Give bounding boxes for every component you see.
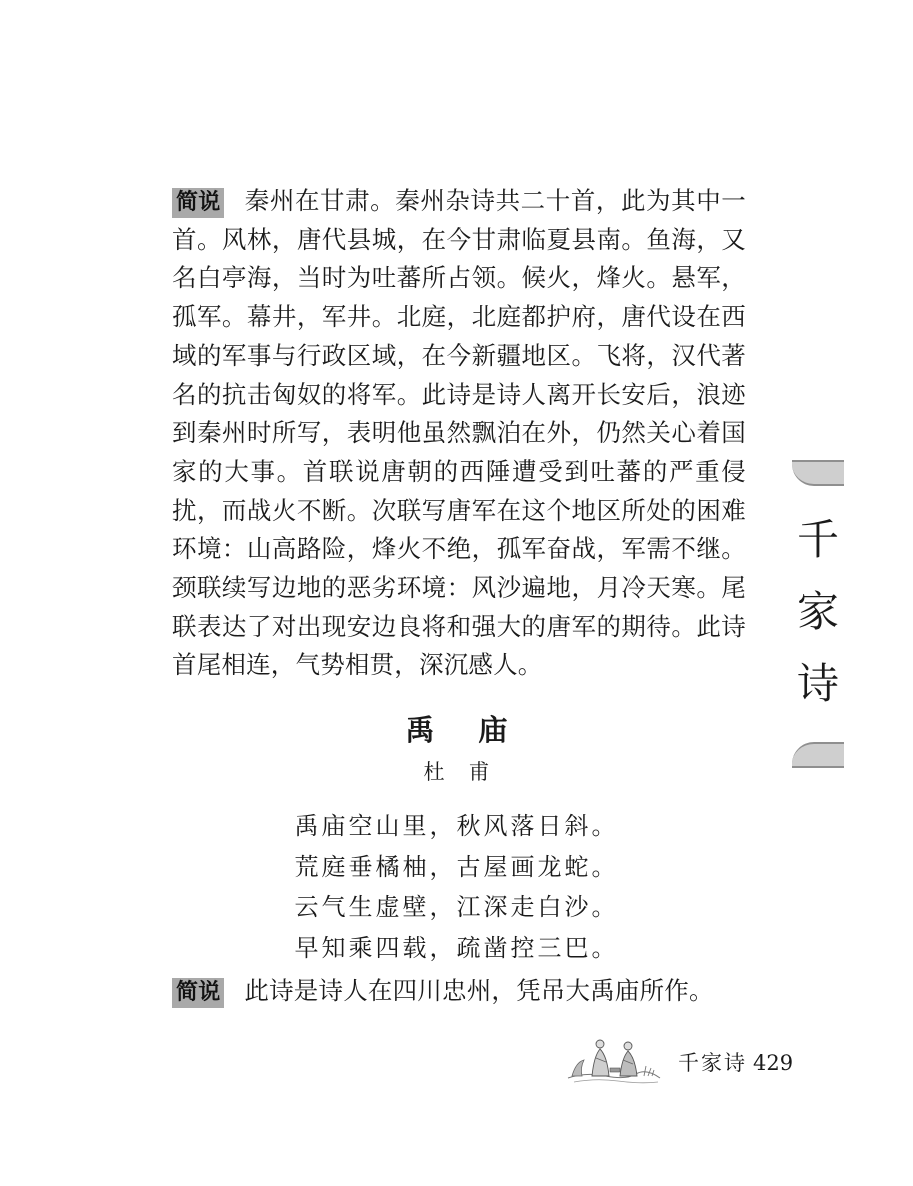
side-tab-char: 诗 [796, 659, 839, 708]
commentary-paragraph [172, 182, 746, 685]
side-tab-top-bar [792, 460, 844, 486]
commentary-label-2: 简说 [172, 978, 224, 1008]
side-tab-char: 家 [796, 587, 839, 636]
poem-title: 禹庙 [405, 713, 552, 747]
poem-author: 杜甫 [423, 760, 514, 784]
commentary-text: 秦州在甘肃。秦州杂诗共二十首，此为其中一首。风林，唐代县城，在今甘肃临夏县南。鱼海，又名白亭海，当时为吐蕃所占领。候火，烽火。悬军，孤军。幕井，军井。北庭，北庭都护府，唐代设在西域的军事与行政区域，在今新疆地区。飞将，汉代著名的抗击匈奴的将军。此诗是诗人离开长安后，浪迹到秦州时所写，表明他虽然飘泊在外，仍然关心着国家的大事。首联说唐朝的西陲遭受到吐蕃的严重侵扰，而战火不断。次联写唐军在这个地区所处的困难环境：山高路险，烽火不绝，孤军奋战，军需不继。颈联续写边地的恶劣环境：风沙遍地，月冷天寒。尾联表达了对出现安边良将和强大的唐军的期待。此诗首尾相连，气势相贯，深沉感人。 [172, 186, 746, 680]
side-tab-char: 千 [796, 515, 839, 564]
side-tab-bottom-bar [792, 742, 844, 768]
poem-body [0, 806, 913, 968]
page-number: 429 [753, 1051, 794, 1075]
poem-line: 荒庭垂橘柚，古屋画龙蛇。 [294, 852, 619, 881]
poem-line: 禹庙空山里，秋风落日斜。 [294, 812, 619, 840]
scholars-illustration-icon [566, 1032, 662, 1084]
page-footer [678, 1047, 793, 1077]
poem-line: 云气生虚壁，江深走白沙。 [294, 893, 619, 921]
commentary-label: 简说 [172, 188, 224, 218]
running-title: 千家诗 [678, 1051, 747, 1075]
side-tab-title [792, 504, 844, 720]
poem-line: 早知乘四载，疏凿控三巴。 [294, 933, 619, 962]
side-tab [792, 460, 844, 768]
commentary-paragraph-2 [172, 972, 746, 1011]
commentary-text-2: 此诗是诗人在四川忠州，凭吊大禹庙所作。 [244, 976, 714, 1005]
